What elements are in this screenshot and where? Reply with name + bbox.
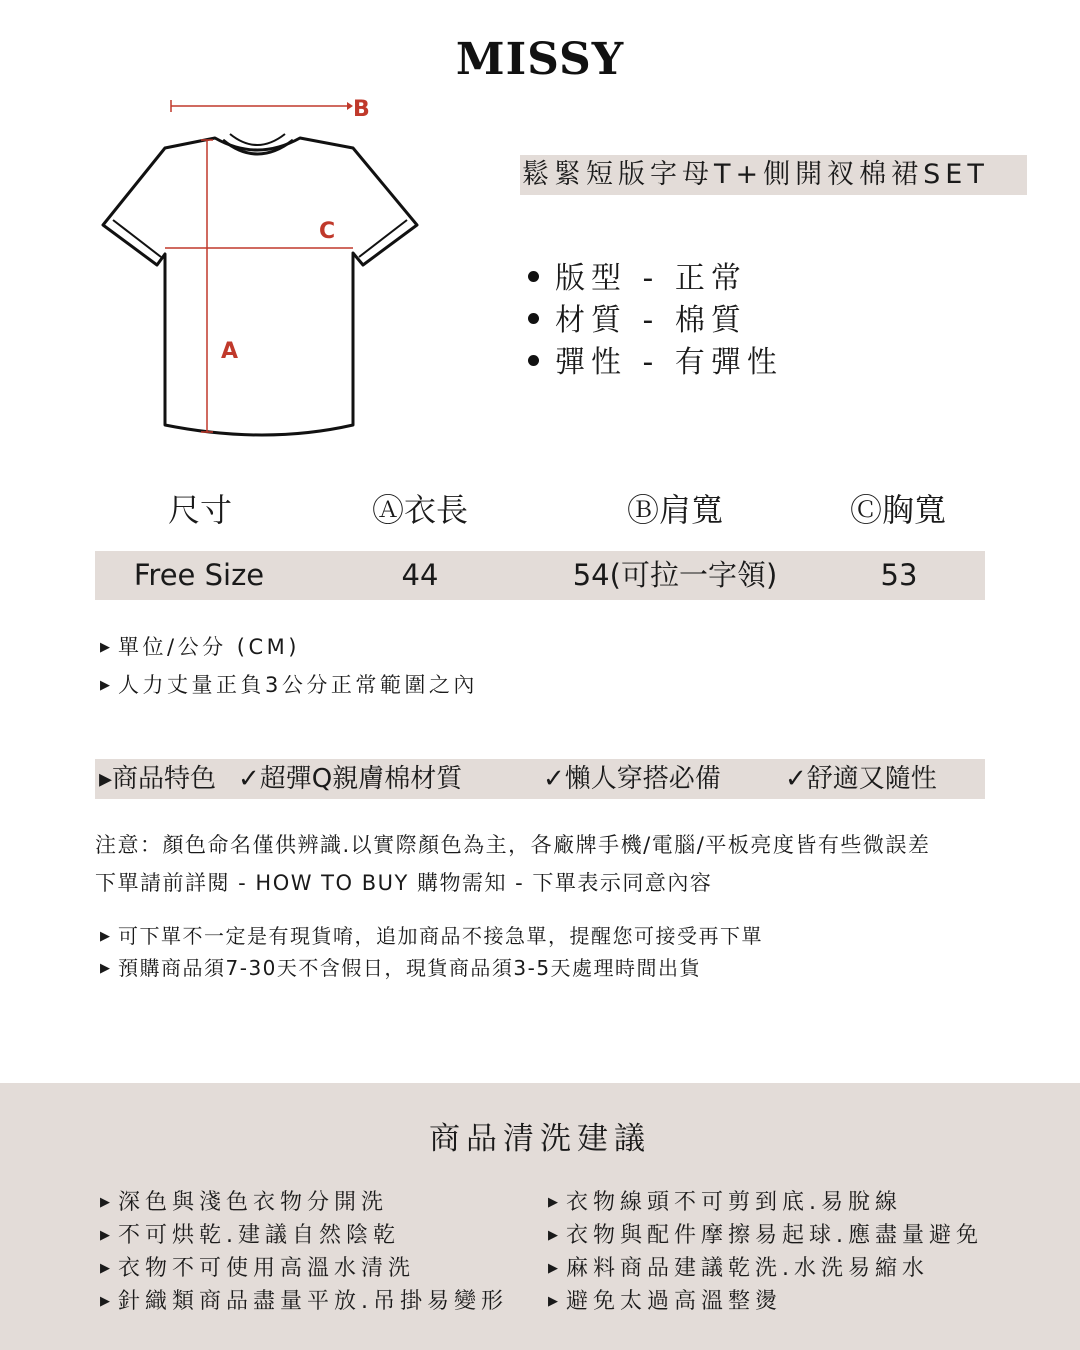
header-chest: Ⓒ胸寬 (849, 491, 947, 529)
cell-shoulder: 54(可拉一字領) (572, 558, 778, 592)
triangle-icon: ▶ (548, 1228, 558, 1243)
features-bar (95, 759, 985, 799)
bullet-icon (528, 313, 539, 324)
label-a: A (221, 339, 239, 364)
header-size: 尺寸 (167, 491, 233, 529)
triangle-icon: ▶ (100, 678, 110, 693)
triangle-icon: ▶ (100, 1195, 110, 1210)
wash-item: ▶ 麻料商品建議乾洗.水洗易縮水 (548, 1256, 929, 1281)
caution-line: 下單請前詳閱 - HOW TO BUY 購物需知 - 下單表示同意內容 (95, 871, 713, 895)
spec-item: 材質 - 棉質 (528, 300, 783, 342)
spec-list (528, 258, 783, 384)
wash-item: ▶ 不可烘乾.建議自然陰乾 (100, 1223, 400, 1248)
feature-item: ✓舒適又隨性 (785, 764, 937, 794)
tshirt-outline (103, 138, 417, 435)
feature-item: ✓懶人穿搭必備 (543, 764, 721, 794)
header-length: Ⓐ衣長 (371, 491, 469, 529)
wash-item: ▶ 深色與淺色衣物分開洗 (100, 1190, 389, 1215)
cell-chest: 53 (880, 558, 918, 592)
wash-item: ▶ 衣物線頭不可剪到底.易脫線 (548, 1190, 902, 1215)
wash-item: ▶ 針織類商品盡量平放.吊掛易變形 (100, 1289, 508, 1314)
size-table-header (0, 485, 1080, 531)
order-notes (100, 922, 763, 986)
triangle-icon: ▶ (548, 1195, 558, 1210)
label-c: C (319, 219, 336, 244)
cell-length: 44 (401, 558, 439, 592)
feature-item: ✓超彈Q親膚棉材質 (238, 764, 463, 794)
wash-title: 商品清洗建議 (429, 1121, 651, 1157)
wash-item: ▶ 衣物與配件摩擦易起球.應盡量避免 (548, 1223, 983, 1248)
spec-item: 版型 - 正常 (528, 258, 783, 300)
brand-logo: MISSY (455, 34, 625, 85)
spec-item: 彈性 - 有彈性 (528, 342, 783, 384)
triangle-icon: ▶ (100, 640, 110, 655)
triangle-icon: ▶ (100, 929, 110, 944)
product-title: 鬆緊短版字母T+側開衩棉裙SET (520, 155, 1027, 195)
wash-section (0, 1083, 1080, 1350)
note-item: ▶ 人力丈量正負3公分正常範圍之內 (100, 673, 478, 697)
wash-list-left (100, 1188, 508, 1320)
triangle-icon: ▶ (100, 1228, 110, 1243)
triangle-icon: ▶ (100, 961, 110, 976)
measurement-notes (100, 630, 478, 706)
triangle-icon: ▶ (100, 1261, 110, 1276)
size-table-row (95, 551, 985, 600)
order-note-item: ▶ 可下單不一定是有現貨唷，追加商品不接急單，提醒您可接受再下單 (100, 924, 763, 948)
tshirt-measurement-diagram (95, 90, 435, 450)
triangle-icon: ▶ (548, 1294, 558, 1309)
wash-list-right (548, 1188, 983, 1320)
tshirt-collar-inner (230, 134, 285, 145)
features-label: ▸商品特色 (99, 764, 217, 794)
cell-size: Free Size (133, 558, 265, 592)
triangle-icon: ▶ (548, 1261, 558, 1276)
triangle-icon: ▶ (100, 1294, 110, 1309)
caution-line: 注意：顏色命名僅供辨識.以實際顏色為主，各廠牌手機/電腦/平板亮度皆有些微誤差 (95, 833, 931, 857)
bullet-icon (528, 271, 539, 282)
caution-text (95, 826, 930, 902)
header-shoulder: Ⓑ肩寬 (626, 491, 724, 529)
wash-item: ▶ 避免太過高溫整燙 (548, 1289, 783, 1314)
bullet-icon (528, 355, 539, 366)
label-b: B (353, 97, 370, 122)
order-note-item: ▶ 預購商品須7-30天不含假日，現貨商品須3-5天處理時間出貨 (100, 956, 702, 980)
note-item: ▶ 單位/公分 (CM) (100, 635, 300, 659)
wash-item: ▶ 衣物不可使用高溫水清洗 (100, 1256, 416, 1281)
